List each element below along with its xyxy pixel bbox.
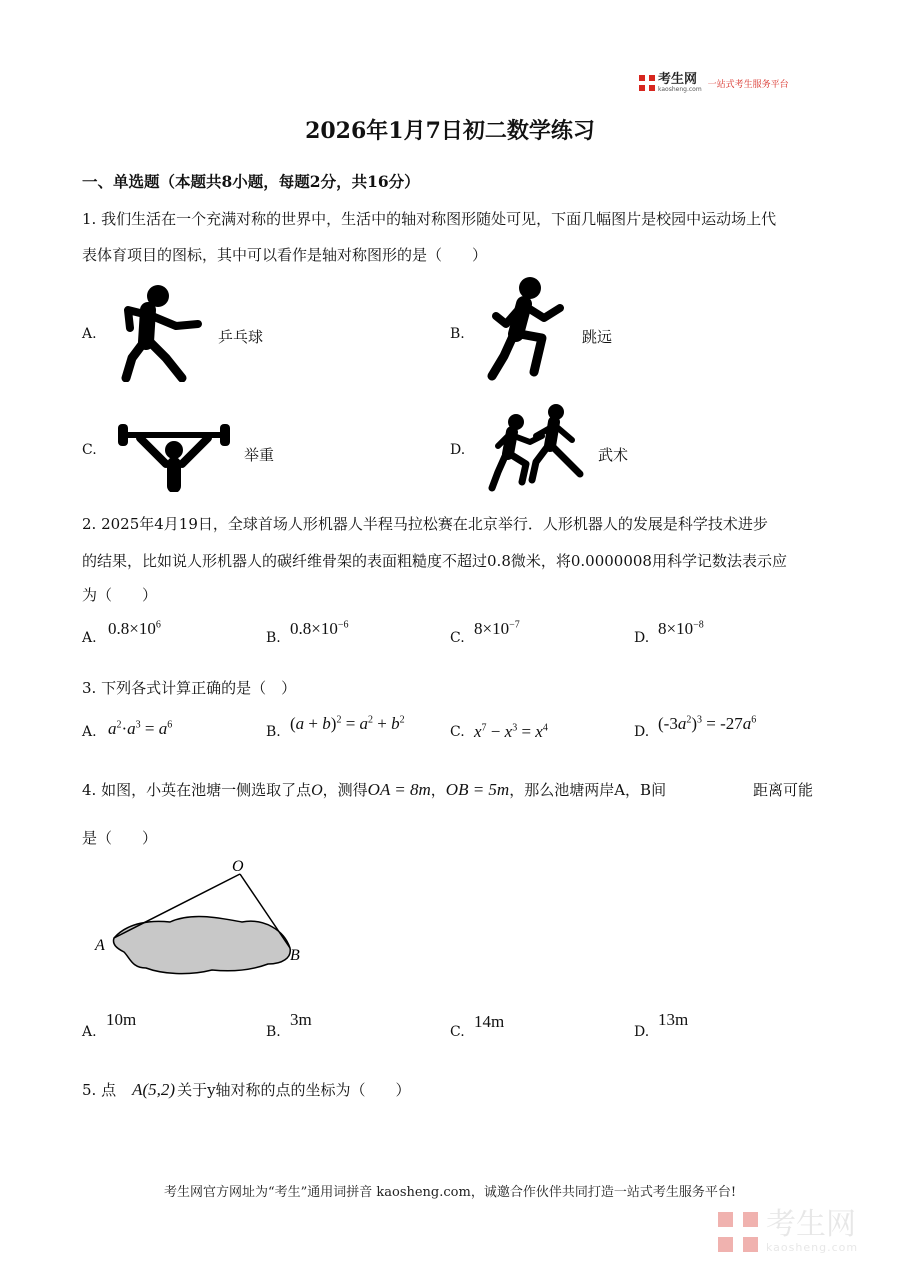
q1-option-c-letter[interactable]: C.: [82, 442, 97, 458]
q5-prefix: 5. 点: [82, 1081, 117, 1099]
logo-icon: [639, 75, 655, 91]
q2-line2: 的结果，比如说人形机器人的碳纤维骨架的表面粗糙度不超过0.8微米，将0.0000008用科学记数法表示应: [82, 552, 787, 570]
logo-name: 考生网: [658, 72, 698, 87]
q4-oa: OA = 8m: [367, 780, 431, 799]
q4-pond-figure: [92, 852, 312, 988]
q1-option-d-label: 武术: [598, 446, 629, 464]
q2-option-b-value: $0.8\times 10^{-6}$: [290, 619, 349, 638]
q4-option-a-value: 10m: [106, 1010, 137, 1029]
weightlifting-icon: [116, 420, 232, 492]
q4-mid2: ，那么池塘两岸A，B间: [509, 781, 667, 799]
q1-line2: 表体育项目的图标，其中可以看作是轴对称图形的是（ ）: [82, 246, 488, 264]
fig-label-a: A: [95, 937, 105, 954]
q4-line1: [82, 780, 666, 801]
watermark-name: 考生网: [766, 1207, 856, 1242]
footer-text: 考生网官方网址为“考生”通用词拼音 kaosheng.com，诚邀合作伙伴共同打造一站式考生服务平台!: [163, 1185, 737, 1200]
q4-option-c-value: 14m: [474, 1012, 505, 1031]
q3-option-c-expr: $x^7 - x^3 = x^4$: [474, 722, 548, 741]
q2-line1: 2. 2025年4月19日，全球首场人形机器人半程马拉松赛在北京举行．人形机器人的发展是科学技术进步: [82, 515, 768, 533]
q3-option-b-letter[interactable]: B.: [266, 724, 281, 740]
q1-line1: 1. 我们生活在一个充满对称的世界中，生活中的轴对称图形随处可见，下面几幅图片是校园中运动场上代: [82, 210, 777, 228]
q3-option-c-letter[interactable]: C.: [450, 724, 465, 740]
q1-option-b-label: 跳远: [582, 328, 613, 346]
q3-option-b-expr: $(a + b)^2 = a^2 + b^2$: [290, 714, 405, 733]
watermark: [718, 1209, 858, 1254]
q1-option-a-letter[interactable]: A.: [82, 326, 97, 342]
q3-line1: 3. 下列各式计算正确的是（ ）: [82, 679, 297, 697]
q1-option-d-letter[interactable]: D.: [450, 442, 466, 458]
q4-option-d-value: 13m: [658, 1010, 689, 1029]
q2-option-b-letter[interactable]: B.: [266, 630, 281, 646]
watermark-url: kaosheng.com: [766, 1241, 859, 1254]
martial-arts-icon: [486, 402, 588, 492]
q2-option-a-value: $0.8\times 10^6$: [108, 619, 161, 638]
q5-suffix: 关于y轴对称的点的坐标为（ ）: [177, 1081, 411, 1099]
q2-option-d-value: $8\times 10^{-8}$: [658, 619, 704, 638]
fig-label-o: O: [232, 858, 244, 875]
q4-point-o: O: [311, 782, 323, 799]
q2-option-d-letter[interactable]: D.: [634, 630, 650, 646]
q4-mid1: ，测得: [322, 781, 368, 799]
long-jump-icon: [484, 272, 574, 384]
q4-ob: OB = 5m: [445, 780, 510, 799]
q3-option-a-expr: $a^2\cdot a^3 = a^6$: [108, 719, 173, 738]
q1-option-b-letter[interactable]: B.: [450, 326, 465, 342]
q2-line3: 为（ ）: [82, 586, 158, 604]
q5-line1: [82, 1080, 411, 1100]
logo-slogan: 一站式考生服务平台: [707, 79, 789, 90]
q4-tail: 距离可能: [753, 781, 814, 799]
q1-option-a-label: 乒乓球: [218, 328, 264, 346]
fig-label-b: B: [290, 947, 300, 964]
q4-option-d-letter[interactable]: D.: [634, 1024, 650, 1040]
q3-option-d-letter[interactable]: D.: [634, 724, 650, 740]
header-logo: [639, 72, 789, 94]
q1-option-c-label: 举重: [244, 446, 275, 464]
watermark-logo-icon: [718, 1212, 758, 1252]
q3-option-a-letter[interactable]: A.: [82, 724, 97, 740]
page-title: 2026年1月7日初二数学练习: [305, 118, 595, 144]
q4-option-a-letter[interactable]: A.: [82, 1024, 97, 1040]
q2-option-c-value: $8\times 10^{-7}$: [474, 619, 520, 638]
q4-option-c-letter[interactable]: C.: [450, 1024, 465, 1040]
q5-point: A(5,2): [132, 1080, 176, 1099]
q4-sep: ，: [430, 781, 446, 799]
q4-prefix: 4. 如图，小英在池塘一侧选取了点: [82, 781, 312, 799]
table-tennis-icon: [118, 280, 208, 382]
q2-option-c-letter[interactable]: C.: [450, 630, 465, 646]
logo-url: kaosheng.com: [658, 86, 702, 93]
section-heading: 一、单选题（本题共8小题，每题2分，共16分）: [82, 172, 420, 191]
q4-option-b-letter[interactable]: B.: [266, 1024, 281, 1040]
q3-option-d-expr: $(-3a^2)^3 = -27a^6$: [658, 714, 757, 733]
q4-option-b-value: 3m: [290, 1010, 312, 1029]
q2-option-a-letter[interactable]: A.: [82, 630, 97, 646]
q4-line2: 是（ ）: [82, 829, 158, 847]
